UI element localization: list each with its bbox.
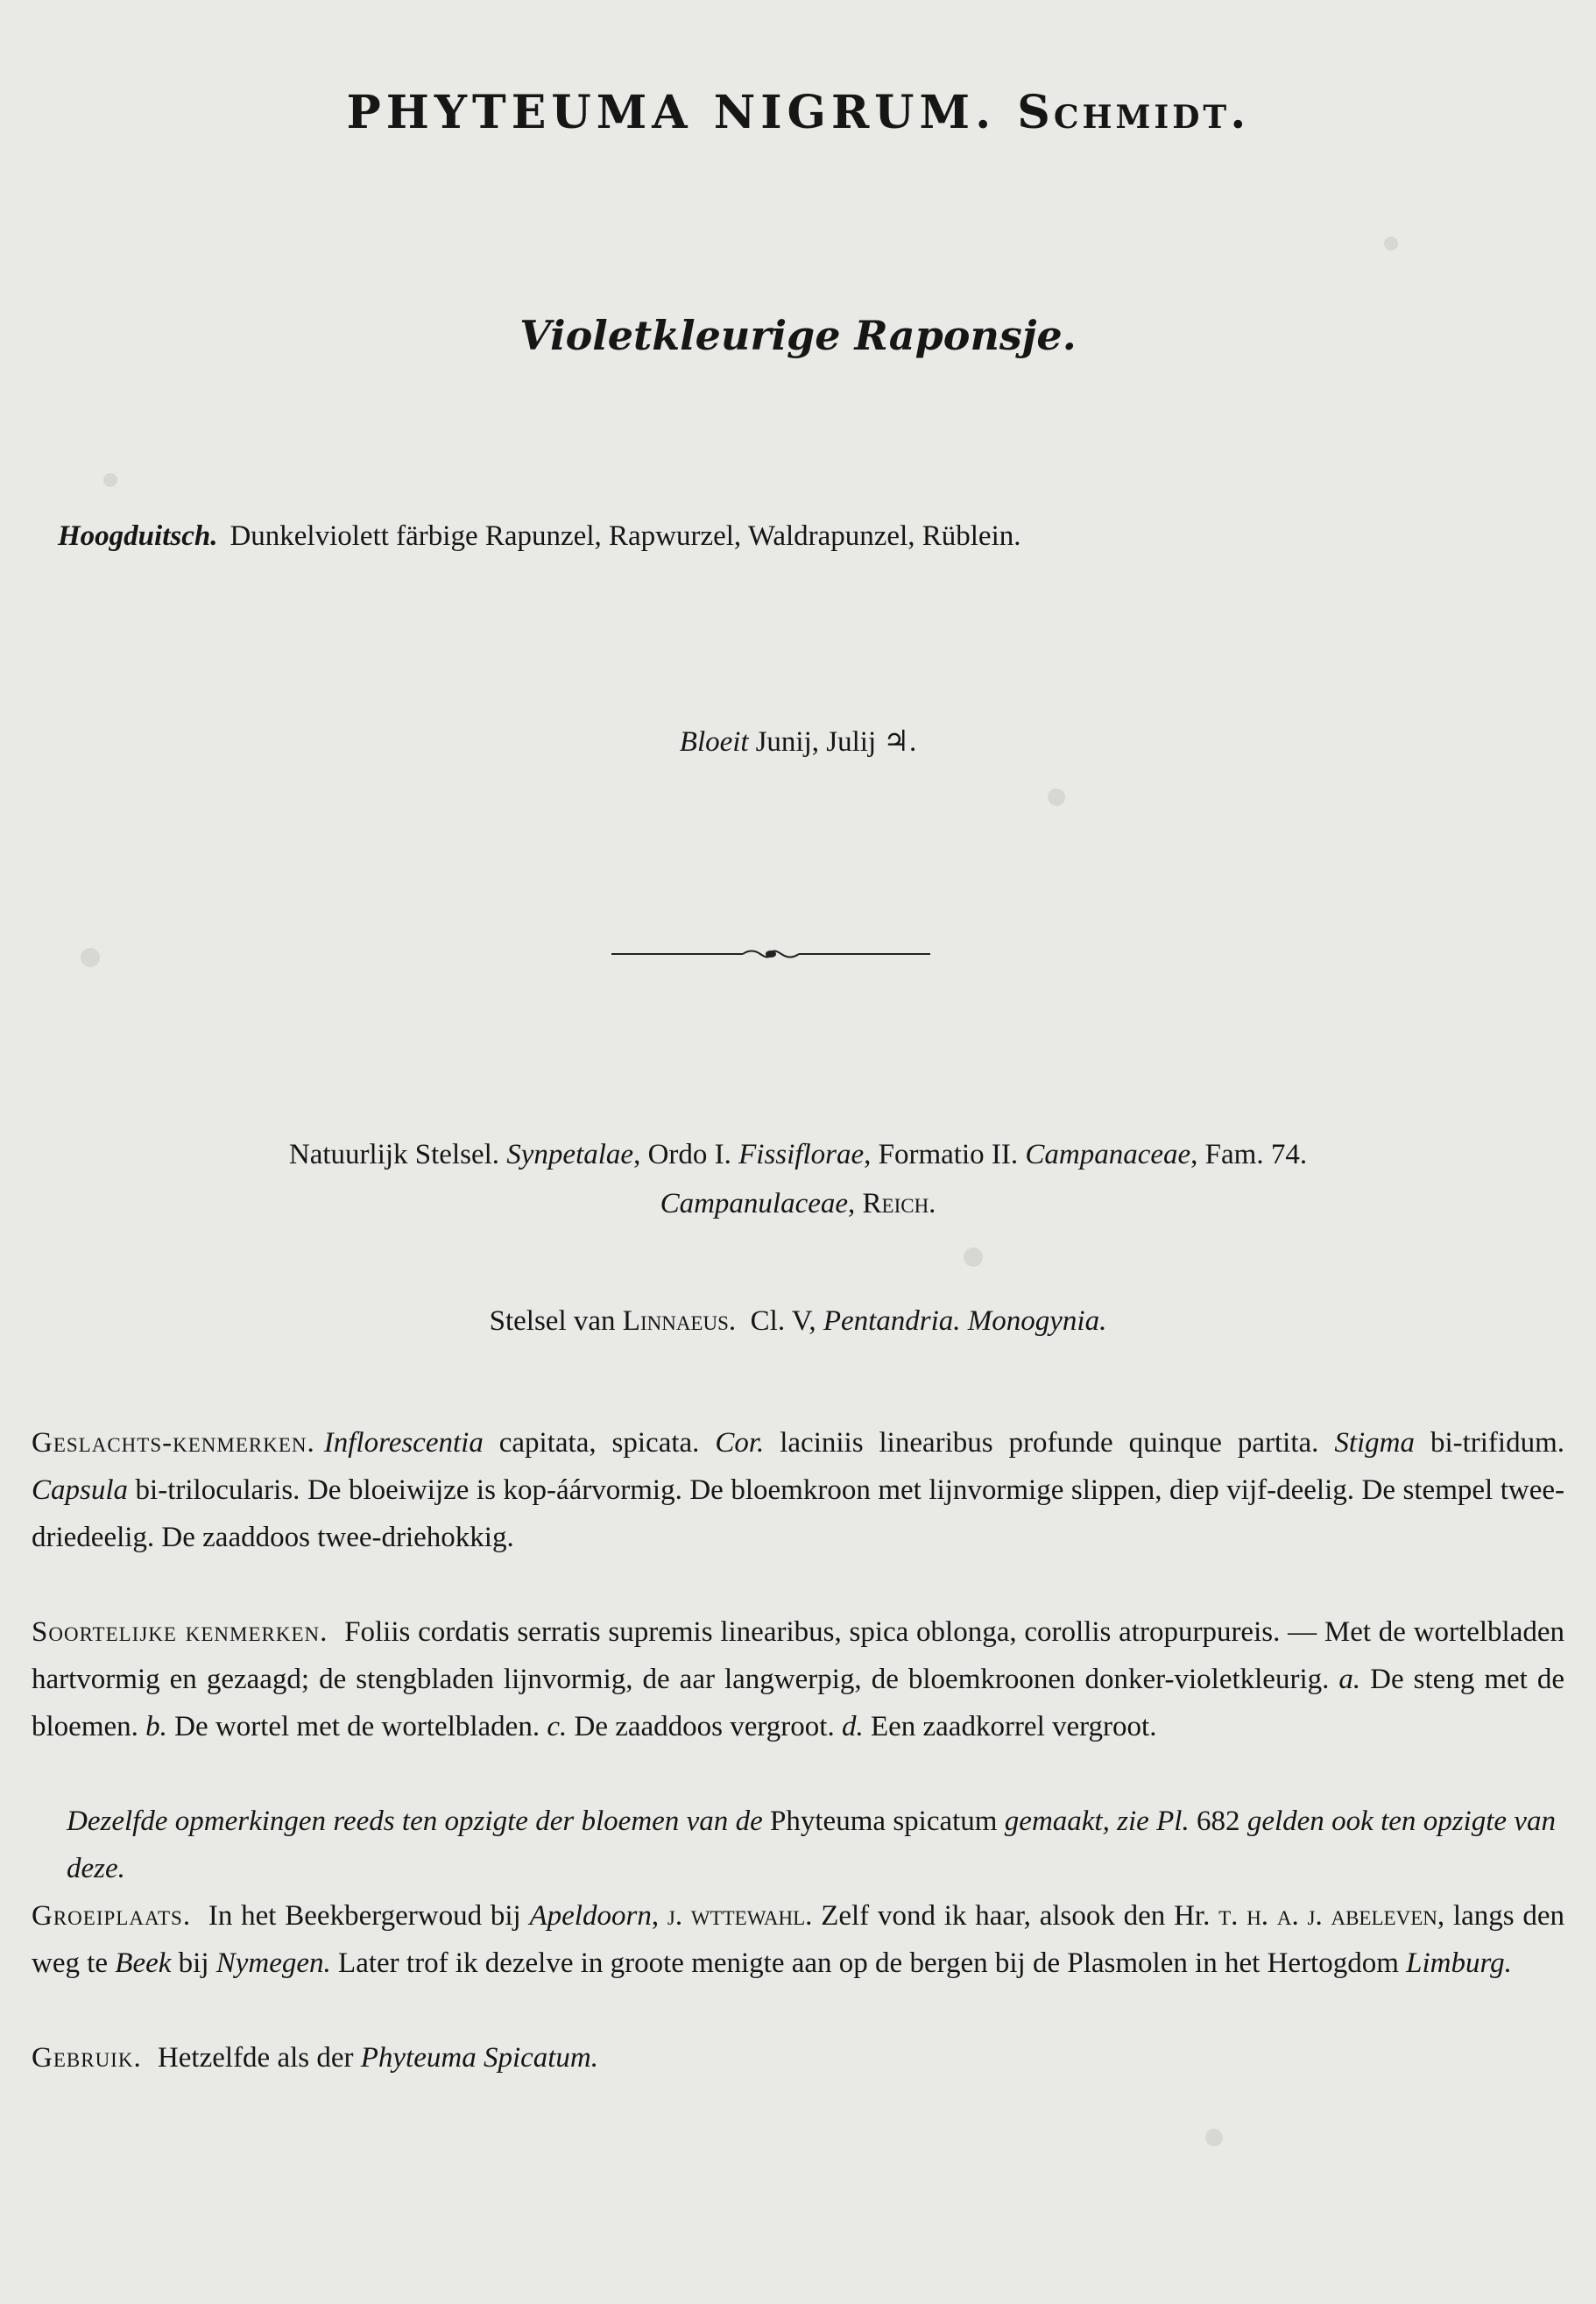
species-characters [32,1608,1564,1750]
natural-system-ordo-name: Fissiflorae [738,1139,865,1170]
genus-heading: Geslachts-kenmerken. [32,1427,315,1459]
habitat [32,1892,1564,1987]
habitat-text: bij [171,1947,216,1979]
genus-text: bi-trilocularis. De bloeiwijze is kop-áárvormig. De bloemkroon met lijnvormige slippen, diep vijf-deelig. De stempel twee-driedeelig. De zaaddoos twee-driehokkig. [32,1474,1564,1553]
figure-key: a. [1338,1664,1361,1695]
natural-system-reich: Reich. [862,1188,936,1219]
species-name: PHYTEUMA NIGRUM. [346,86,997,139]
vernacular-language: Hoogduitsch. [58,520,218,552]
place-name: Limburg. [1406,1947,1512,1979]
habitat-heading: Groeiplaats. [32,1900,192,1932]
usage-text: Hetzelfde als der [150,2042,361,2074]
natural-system-formatio: Formatio II. [878,1139,1019,1170]
paper-spot [1205,2129,1223,2146]
species-text: Foliis cordatis serratis supremis linearibus, spica oblonga, corollis atropurpureis. — Met de wortelbladen hartvormig en gezaagd; de stengbladen lijnvormig, de aar langwerpig, de bloemkroonen donker-violetkleurig. [32,1616,1564,1695]
figure-key: d. [841,1711,864,1742]
flowering-months: Junij, Julij ♃. [755,726,917,758]
collector-name: t. h. a. j. abeleven [1218,1900,1437,1932]
common-name: Violetkleurige Raponsje. [519,312,1077,359]
habitat-text: , langs den weg te [32,1900,1564,1979]
natural-system-line: Natuurlijk Stelsel. Synpetalae, Ordo I. Fissiflorae, Formatio II. Campanaceae, Fam. 74. [288,1139,1308,1170]
natural-system-fam: Fam. 74. [1204,1139,1308,1170]
collector-name: j. wttewahl. [667,1900,813,1932]
note-species: Phyteuma spicatum [762,1806,1005,1837]
linnaeus-pentandria: Pentandria. [823,1305,961,1337]
genus-term: Inflorescentia [323,1427,484,1459]
paper-spot [964,1247,983,1267]
linnaeus-system-line: Stelsel van Linnaeus. Cl. V, Pentandria. Monogynia. [489,1305,1107,1337]
species-text: Een zaadkorrel vergroot. [863,1711,1157,1742]
habitat-text: , [651,1900,667,1932]
species-text: De zaaddoos vergroot. [567,1711,842,1742]
ornament-divider [611,944,930,964]
place-name: Beek [115,1947,172,1979]
flowering-label: Bloeit [679,726,749,758]
species-text: De wortel met de wortelbladen. [166,1711,547,1742]
linnaeus-name: Linnaeus. [622,1305,737,1337]
habitat-text: Later trof ik dezelve in groote menigte aan op de bergen bij de Plasmolen in het Hertogdom [330,1947,1407,1979]
genus-text: bi-trifidum. [1415,1427,1565,1459]
paper-spot [81,948,100,967]
note-text: gemaakt, zie Pl. [1004,1806,1190,1837]
genus-characters [32,1419,1564,1561]
place-name: Apeldoorn [529,1900,652,1932]
genus-term: Stigma [1334,1427,1416,1459]
genus-text: capitata, spicata. [483,1427,716,1459]
note-text: gelden ook ten opzigte van deze. [67,1806,1556,1884]
place-name: Nymegen. [215,1947,331,1979]
paper-spot [1048,788,1065,806]
note-text: Dezelfde opmerkingen reeds ten opzigte der bloemen van de [67,1806,763,1837]
linnaeus-label: Stelsel van [489,1305,616,1337]
linnaeus-monogynia: Monogynia. [967,1305,1107,1337]
paper-spot [1384,237,1398,251]
vernacular-names [58,520,1021,553]
page-title [0,86,1596,139]
remark-note [67,1798,1556,1892]
habitat-text: In het Beekbergerwoud bij [200,1900,530,1932]
natural-system-ordo: Ordo I. [647,1139,731,1170]
species-text: De steng met de bloemen. [32,1664,1564,1742]
species-author: Schmidt. [1017,86,1250,139]
genus-text: laciniis linearibus profunde quinque partita. [764,1427,1335,1459]
natural-system-subfamily-line: Campanulaceae, Reich. [660,1188,936,1219]
usage-heading: Gebruik. [32,2042,142,2074]
figure-key: b. [145,1711,167,1742]
natural-system-class: Synpetalae [506,1139,634,1170]
paper-spot [103,473,117,487]
habitat-text: Zelf vond ik haar, alsook den Hr. [812,1900,1219,1932]
species-heading: Soortelijke kenmerken. [32,1616,328,1648]
natural-system-label: Natuurlijk Stelsel. [288,1139,500,1170]
genus-term: Capsula [32,1474,129,1506]
linnaeus-class: Cl. V [750,1305,809,1337]
flowering-period [0,724,1596,759]
note-plate-number: 682 [1197,1806,1240,1837]
usage-species: Phyteuma Spicatum. [360,2042,599,2074]
vernacular-list: Dunkelviolett färbige Rapunzel, Rapwurzel, Waldrapunzel, Rüblein. [230,520,1021,552]
natural-system-subfamily: Campanulaceae [660,1188,849,1219]
genus-term: Cor. [715,1427,765,1459]
usage [32,2034,1564,2081]
figure-key: c. [547,1711,568,1742]
natural-system-family: Campanaceae [1025,1139,1191,1170]
